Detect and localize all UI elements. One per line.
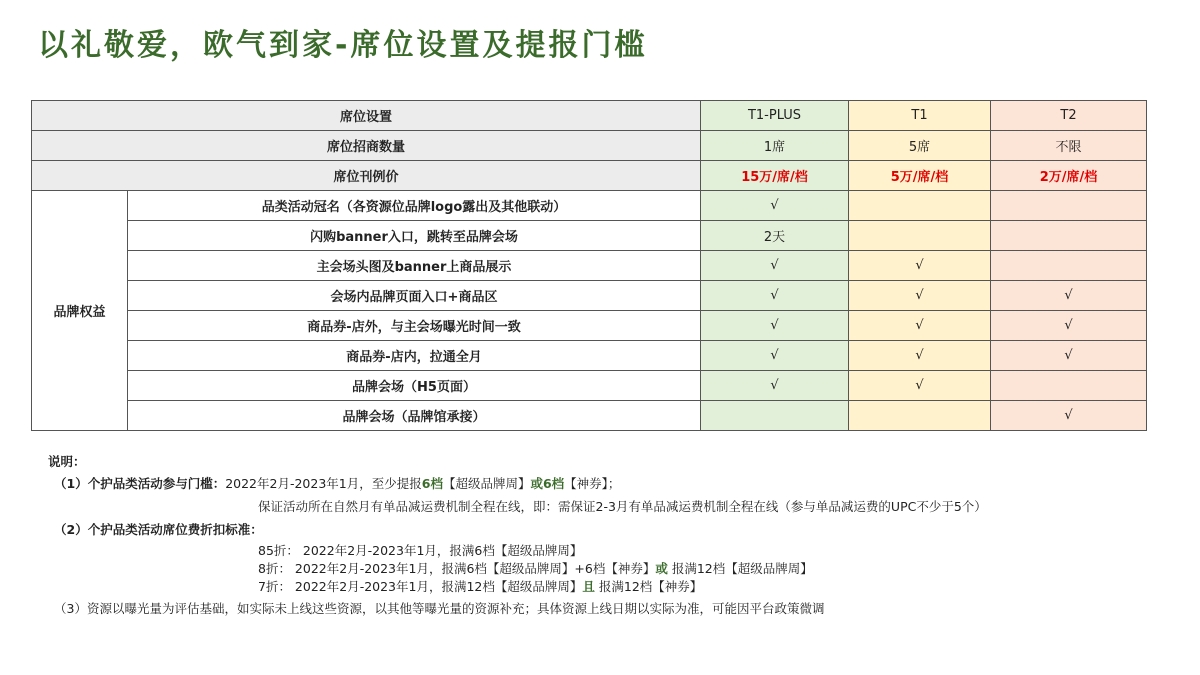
cell-t2 bbox=[991, 371, 1147, 401]
note-1-text-d: 或6档 bbox=[530, 476, 565, 491]
note-1-text-b: 6档 bbox=[421, 476, 443, 491]
count-t1plus: 1席 bbox=[701, 131, 849, 161]
header-row bbox=[32, 101, 1147, 131]
note-2-row-2 bbox=[258, 559, 813, 577]
note-2-row-2-c: 报满12档【超级品牌周】 bbox=[667, 561, 813, 576]
cell-t2: √ bbox=[991, 281, 1147, 311]
page-title: 以礼敬爱，欧气到家-席位设置及提报门槛 bbox=[38, 28, 648, 63]
cell-t1plus: √ bbox=[701, 371, 849, 401]
note-1 bbox=[54, 474, 620, 492]
count-t2: 不限 bbox=[991, 131, 1147, 161]
cell-t2: √ bbox=[991, 311, 1147, 341]
note-1-text-c: 【超级品牌周】 bbox=[442, 476, 531, 491]
cell-t1: √ bbox=[849, 251, 991, 281]
note-2-row-3-a: 7折： 2022年2月-2023年1月，报满12档【超级品牌周】 bbox=[258, 579, 583, 594]
table-row bbox=[32, 341, 1147, 371]
price-label: 席位刊例价 bbox=[32, 161, 701, 191]
cell-t1 bbox=[849, 401, 991, 431]
cell-t1plus bbox=[701, 401, 849, 431]
note-2-row-1: 85折： 2022年2月-2023年1月，报满6档【超级品牌周】 bbox=[258, 543, 583, 558]
table-row bbox=[32, 401, 1147, 431]
cell-t1plus: √ bbox=[701, 281, 849, 311]
cell-t1: √ bbox=[849, 371, 991, 401]
note-2-row-2-b: 或 bbox=[655, 561, 668, 576]
note-2-row-3 bbox=[258, 577, 702, 595]
row-label: 商品券-店外，与主会场曝光时间一致 bbox=[128, 311, 701, 341]
col-header-t1plus: T1-PLUS bbox=[701, 101, 849, 131]
notes-heading: 说明： bbox=[48, 454, 86, 469]
col-header-t1: T1 bbox=[849, 101, 991, 131]
cell-t1: √ bbox=[849, 341, 991, 371]
row-label: 品类活动冠名（各资源位品牌logo露出及其他联动） bbox=[128, 191, 701, 221]
group-label: 品牌权益 bbox=[32, 191, 128, 431]
note-1-line-2: 保证活动所在自然月有单品减运费机制全程在线，即：需保证2-3月有单品减运费机制全程在线（参与单品减运费的UPC不少于5个） bbox=[258, 499, 987, 514]
count-t1: 5席 bbox=[849, 131, 991, 161]
note-1-label: （1）个护品类活动参与门槛： bbox=[54, 476, 226, 491]
row-label: 主会场头图及banner上商品展示 bbox=[128, 251, 701, 281]
note-1-text-e: 【神券】； bbox=[564, 476, 621, 491]
row-label: 品牌会场（品牌馆承接） bbox=[128, 401, 701, 431]
row-label: 品牌会场（H5页面） bbox=[128, 371, 701, 401]
cell-t2: √ bbox=[991, 341, 1147, 371]
cell-t2 bbox=[991, 221, 1147, 251]
cell-t1: √ bbox=[849, 281, 991, 311]
table-row bbox=[32, 311, 1147, 341]
cell-t1plus: √ bbox=[701, 341, 849, 371]
cell-t1plus: √ bbox=[701, 191, 849, 221]
cell-t2: √ bbox=[991, 401, 1147, 431]
price-t1plus: 15万/席/档 bbox=[701, 161, 849, 191]
count-label: 席位招商数量 bbox=[32, 131, 701, 161]
price-row bbox=[32, 161, 1147, 191]
col-header-t2: T2 bbox=[991, 101, 1147, 131]
cell-t1plus: 2天 bbox=[701, 221, 849, 251]
cell-t2 bbox=[991, 191, 1147, 221]
note-2-row-3-c: 报满12档【神券】 bbox=[594, 579, 703, 594]
cell-t1 bbox=[849, 221, 991, 251]
cell-t2 bbox=[991, 251, 1147, 281]
header-label: 席位设置 bbox=[32, 101, 701, 131]
cell-t1plus: √ bbox=[701, 251, 849, 281]
row-label: 会场内品牌页面入口+商品区 bbox=[128, 281, 701, 311]
price-t1: 5万/席/档 bbox=[849, 161, 991, 191]
note-2-row-2-a: 8折： 2022年2月-2023年1月，报满6档【超级品牌周】+6档【神券】 bbox=[258, 561, 656, 576]
cell-t1: √ bbox=[849, 311, 991, 341]
table-row bbox=[32, 191, 1147, 221]
row-label: 闪购banner入口，跳转至品牌会场 bbox=[128, 221, 701, 251]
note-2-label: （2）个护品类活动席位费折扣标准： bbox=[54, 522, 263, 537]
price-t2: 2万/席/档 bbox=[991, 161, 1147, 191]
note-2-row-3-b: 且 bbox=[582, 579, 595, 594]
note-3: （3）资源以曝光量为评估基础，如实际未上线这些资源，以其他等曝光量的资源补充；具体资源上线日期以实际为准，可能因平台政策微调 bbox=[54, 601, 825, 616]
table-row bbox=[32, 221, 1147, 251]
table-row bbox=[32, 281, 1147, 311]
row-label: 商品券-店内，拉通全月 bbox=[128, 341, 701, 371]
count-row bbox=[32, 131, 1147, 161]
seat-table bbox=[31, 100, 1147, 431]
cell-t1plus: √ bbox=[701, 311, 849, 341]
cell-t1 bbox=[849, 191, 991, 221]
table-row bbox=[32, 251, 1147, 281]
note-1-text-a: 2022年2月-2023年1月，至少提报 bbox=[225, 476, 422, 491]
table-row bbox=[32, 371, 1147, 401]
